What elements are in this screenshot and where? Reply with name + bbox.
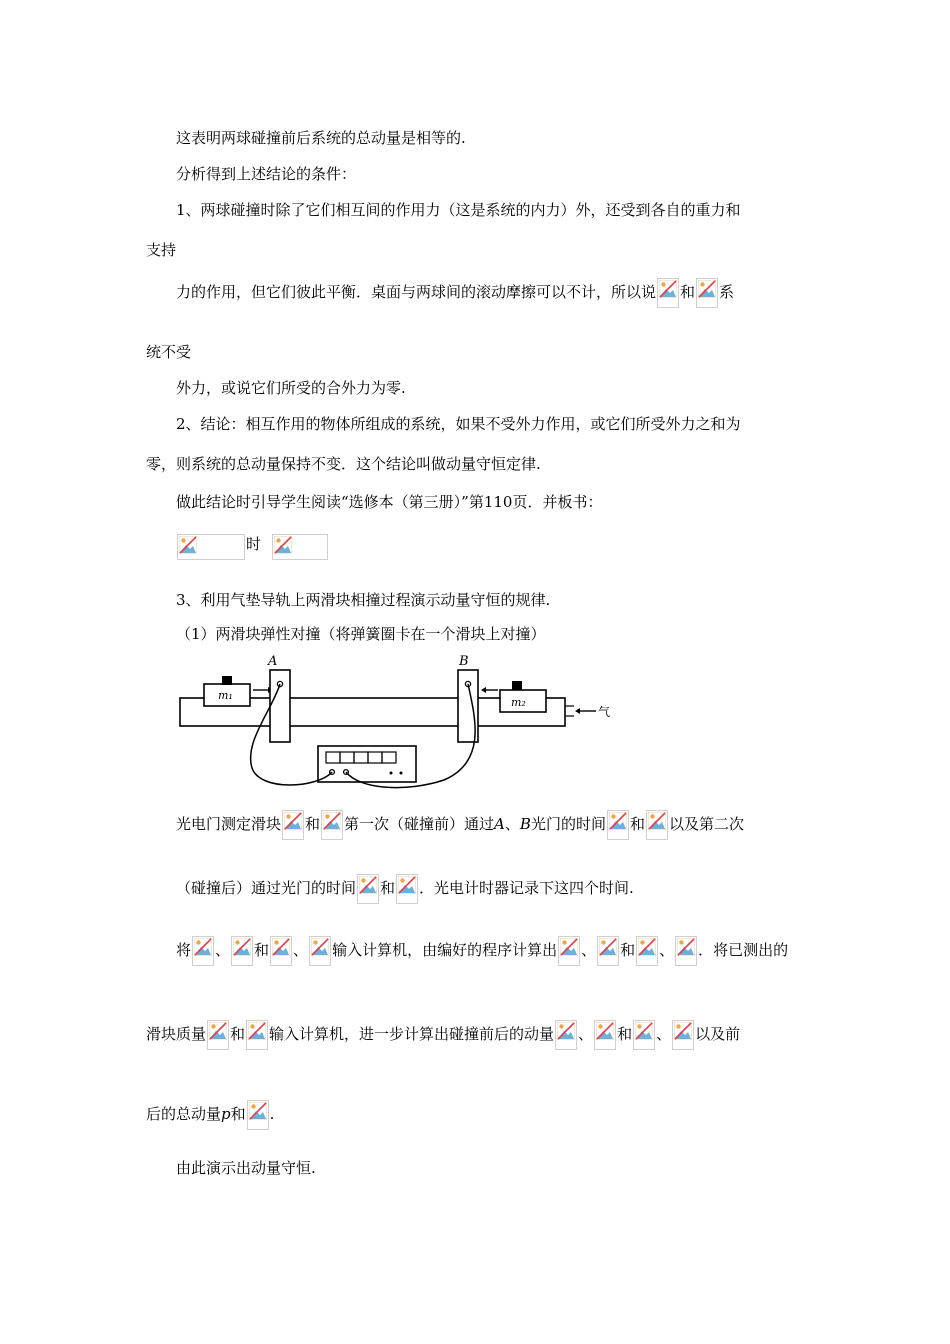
- image-placeholder-icon: [646, 810, 668, 840]
- paragraph: 光电门测定滑块 和 第一次（碰撞前）通过A、B光门的时间 和 以及第二次: [176, 810, 744, 840]
- image-placeholder-icon: [396, 874, 418, 904]
- label-m2: m₂: [511, 696, 526, 709]
- image-placeholder-icon: [282, 810, 304, 840]
- image-placeholder-icon: [636, 936, 658, 966]
- paragraph: 零，则系统的总动量保持不变．这个结论叫做动量守恒定律.: [146, 455, 541, 473]
- label-m1: m₁: [218, 689, 233, 702]
- label-air: 气: [598, 705, 611, 719]
- image-placeholder-icon: [207, 1020, 229, 1050]
- image-placeholder-icon: [607, 810, 629, 840]
- image-placeholder-icon: [192, 936, 214, 966]
- image-placeholder-icon: [357, 874, 379, 904]
- formula-image-icon: [272, 534, 328, 560]
- image-placeholder-icon: [696, 278, 718, 308]
- paragraph: 外力，或说它们所受的合外力为零.: [176, 379, 406, 397]
- image-placeholder-icon: [321, 810, 343, 840]
- paragraph: 滑块质量 和 输入计算机，进一步计算出碰撞前后的动量 、 和 、 以及前: [146, 1020, 740, 1050]
- image-placeholder-icon: [246, 1020, 268, 1050]
- paragraph: （1）两滑块弹性对撞（将弹簧圈卡在一个滑块上对撞）: [176, 625, 546, 643]
- paragraph: （碰撞后）通过光门的时间 和 ．光电计时器记录下这四个时间.: [176, 874, 634, 904]
- image-placeholder-icon: [672, 1020, 694, 1050]
- paragraph: 这表明两球碰撞前后系统的总动量是相等的.: [176, 129, 466, 147]
- image-placeholder-icon: [675, 936, 697, 966]
- image-placeholder-icon: [558, 936, 580, 966]
- formula-line: 时: [176, 534, 329, 560]
- paragraph: 将 、 和 、 输入计算机，由编好的程序计算出 、 和 、 ．将已测出的: [176, 936, 788, 966]
- image-placeholder-icon: [247, 1100, 269, 1130]
- paragraph: 2、结论：相互作用的物体所组成的系统，如果不受外力作用，或它们所受外力之和为: [176, 415, 741, 433]
- image-placeholder-icon: [270, 936, 292, 966]
- paragraph: 分析得到上述结论的条件：: [176, 165, 357, 183]
- paragraph: 后的总动量p和 .: [146, 1100, 274, 1130]
- paragraph: 力的作用，但它们彼此平衡．桌面与两球间的滚动摩擦可以不计，所以说 和 系: [176, 278, 734, 308]
- paragraph: 做此结论时引导学生阅读“选修本（第三册）”第110页．并板书：: [176, 493, 603, 511]
- image-placeholder-icon: [309, 936, 331, 966]
- image-placeholder-icon: [633, 1020, 655, 1050]
- image-placeholder-icon: [594, 1020, 616, 1050]
- formula-image-icon: [177, 534, 245, 560]
- paragraph: 由此演示出动量守恒.: [176, 1159, 316, 1177]
- paragraph: 3、利用气垫导轨上两滑块相撞过程演示动量守恒的规律.: [176, 591, 551, 609]
- label-a: A: [268, 654, 278, 669]
- air-track-diagram: [176, 650, 636, 790]
- image-placeholder-icon: [597, 936, 619, 966]
- paragraph: 支持: [146, 241, 177, 259]
- image-placeholder-icon: [657, 278, 679, 308]
- paragraph: 统不受: [146, 343, 192, 361]
- image-placeholder-icon: [231, 936, 253, 966]
- label-b: B: [459, 654, 469, 669]
- image-placeholder-icon: [555, 1020, 577, 1050]
- paragraph: 1、两球碰撞时除了它们相互间的作用力（这是系统的内力）外，还受到各自的重力和: [176, 201, 741, 219]
